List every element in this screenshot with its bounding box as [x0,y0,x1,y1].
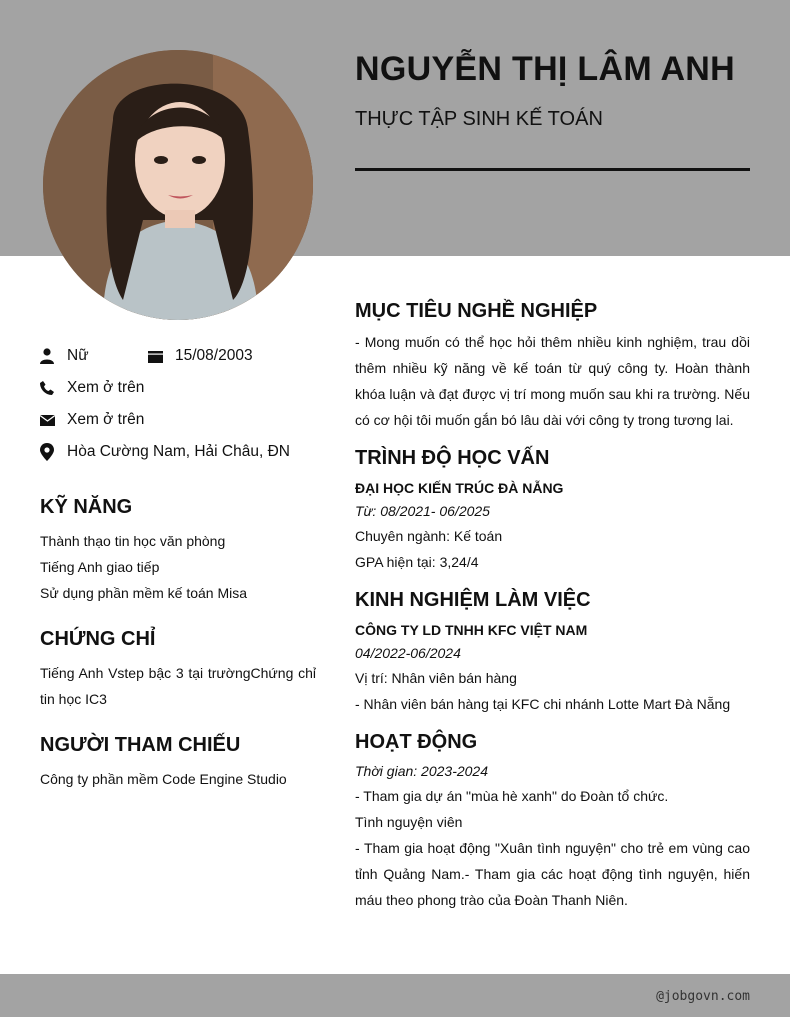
right-column [355,300,750,927]
phone-value: Xem ở trên [67,379,145,396]
info-row-email [40,404,316,436]
profile-photo-illustration [43,50,313,320]
objective-title: MỤC TIÊU NGHỀ NGHIỆP [355,300,598,322]
location-pin-icon [40,443,67,461]
skills-title: KỸ NĂNG [40,496,133,518]
job-title: THỰC TẬP SINH KẾ TOÁN [355,108,603,130]
calendar-icon [148,350,175,363]
skills-list [40,528,316,606]
education-period: Từ: 08/2021- 06/2025 [355,503,490,519]
birthday-cell [148,347,253,365]
education-major: Chuyên ngành: Kế toán [355,528,503,544]
birthday-value: 15/08/2003 [175,347,253,364]
activities-line: Tình nguyện viên [355,814,463,830]
certificates-section [40,628,316,712]
left-column [40,340,316,792]
info-row-phone [40,372,316,404]
phone-icon [40,381,67,395]
header-divider [355,168,750,171]
experience-section [355,589,750,717]
objective-text: - Mong muốn có thể học hỏi thêm nhiều kinh nghiệm, trau dồi thêm nhiều kỹ năng về kế toán từ quý công ty. Hoàn thành khóa luận và đạt được vị trí mong muốn sau khi ra trường. Nếu có cơ hội tôi muốn gắn bó lâu dài với công ty trong tương lai. [355,334,750,428]
candidate-name: NGUYỄN THỊ LÂM ANH [355,50,736,88]
certificates-text: Tiếng Anh Vstep bậc 3 tại trườngChứng chỉ tin học IC3 [40,665,316,707]
skill-item: Sử dụng phần mềm kế toán Misa [40,585,248,601]
references-title: NGƯỜI THAM CHIẾU [40,734,241,756]
footer-watermark: @jobgovn.com [656,989,750,1004]
activities-section [355,731,750,913]
experience-description: - Nhân viên bán hàng tại KFC chi nhánh Lotte Mart Đà Nẵng [355,696,731,712]
info-row-address [40,436,316,468]
gender-cell [40,347,148,365]
objective-section [355,300,750,433]
address-value: Hòa Cường Nam, Hải Châu, ĐN [67,443,290,460]
school-name: ĐẠI HỌC KIẾN TRÚC ĐÀ NẴNG [355,480,564,496]
skills-section [40,496,316,606]
envelope-icon [40,415,67,426]
activities-title: HOẠT ĐỘNG [355,731,478,753]
info-row-gender-birthday [40,340,316,372]
education-gpa: GPA hiện tại: 3,24/4 [355,554,479,570]
references-text: Công ty phần mềm Code Engine Studio [40,771,287,787]
certificates-title: CHỨNG CHỈ [40,628,156,650]
activities-period: Thời gian: 2023-2024 [355,763,488,779]
email-value: Xem ở trên [67,411,145,428]
activities-line: - Tham gia hoạt động "Xuân tình nguyện" cho trẻ em vùng cao tỉnh Quảng Nam.- Tham gia các hoạt động tình nguyện, hiến máu theo phong trào của Đoàn Thanh Niên. [355,840,750,908]
company-name: CÔNG TY LD TNHH KFC VIỆT NAM [355,622,588,638]
person-icon [40,348,67,364]
references-section [40,734,316,792]
skill-item: Thành thạo tin học văn phòng [40,533,226,549]
experience-title: KINH NGHIỆM LÀM VIỆC [355,589,591,611]
experience-position: Vị trí: Nhân viên bán hàng [355,670,517,686]
profile-photo [43,50,313,320]
footer-band [0,974,790,1017]
experience-period: 04/2022-06/2024 [355,645,461,661]
activities-line: - Tham gia dự án "mùa hè xanh" do Đoàn tổ chức. [355,788,669,804]
education-title: TRÌNH ĐỘ HỌC VẤN [355,447,550,469]
skill-item: Tiếng Anh giao tiếp [40,559,160,575]
education-section [355,447,750,575]
gender-value: Nữ [67,347,89,364]
